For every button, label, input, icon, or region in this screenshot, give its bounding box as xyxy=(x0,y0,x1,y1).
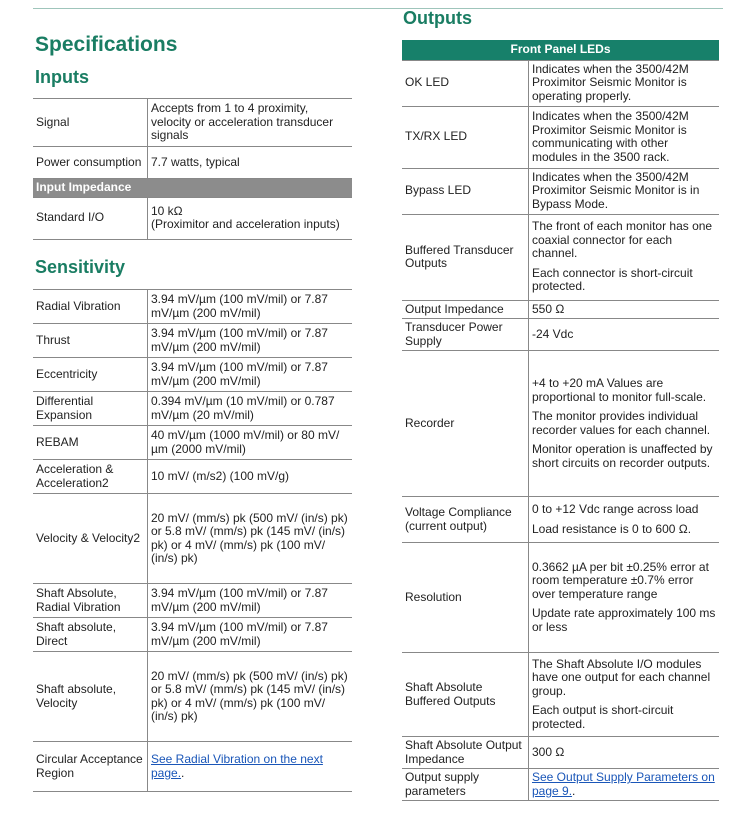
row-label: Circular Acceptance Region xyxy=(33,742,148,792)
value-paragraph: Each output is short-circuit protected. xyxy=(532,703,674,731)
row-label: Standard I/O xyxy=(33,197,148,239)
band-label: Input Impedance xyxy=(33,179,352,198)
value-paragraph: -24 Vdc xyxy=(532,326,574,341)
row-value xyxy=(529,60,720,106)
value-paragraph: The front of each monitor has one coaxial connector for each channel. xyxy=(532,219,713,261)
row-value xyxy=(529,351,720,497)
value-line: (Proximitor and acceleration inputs) xyxy=(151,217,340,231)
radial-vibration-link[interactable]: See Radial Vibration on the next page. xyxy=(151,752,323,780)
table-row xyxy=(402,319,719,351)
table-row xyxy=(33,358,352,392)
row-label: Power consumption xyxy=(33,147,148,179)
value-paragraph: 300 Ω xyxy=(532,744,565,759)
row-label: Output Impedance xyxy=(402,300,529,319)
row-label: Eccentricity xyxy=(33,358,148,392)
row-value: 3.94 mV/µm (100 mV/mil) or 7.87 mV/µm (200 mV/mil) xyxy=(148,618,353,652)
table-row xyxy=(402,769,719,801)
link-tail: . xyxy=(181,765,185,780)
value-paragraph: Indicates when the 3500/42M Proximitor Seismic Monitor is in Bypass Mode. xyxy=(532,169,700,211)
top-divider xyxy=(33,8,723,9)
row-value xyxy=(529,737,720,769)
table-row xyxy=(402,497,719,543)
row-label: Voltage Compliance (current output) xyxy=(402,497,529,543)
value-paragraph: +4 to +20 mA Values are proportional to monitor full-scale. xyxy=(532,376,707,404)
value-paragraph: Indicates when the 3500/42M Proximitor Seismic Monitor is communicating with other modules in the 3500 rack. xyxy=(532,109,689,164)
row-value xyxy=(529,543,720,653)
value-paragraph: 0.3662 µA per bit ±0.25% error at room temperature ±0.7% error over temperature range xyxy=(532,559,709,601)
input-impedance-band xyxy=(33,179,352,198)
row-label: Output supply parameters xyxy=(402,769,529,801)
front-panel-leds-band xyxy=(402,40,719,60)
row-value xyxy=(148,197,353,239)
value-paragraph: Update rate approximately 100 ms or less xyxy=(532,606,716,634)
row-value: 0.394 mV/µm (10 mV/mil) or 0.787 mV/µm (20 mV/mil) xyxy=(148,392,353,426)
row-label: TX/RX LED xyxy=(402,106,529,168)
sensitivity-heading: Sensitivity xyxy=(35,257,126,277)
table-row xyxy=(402,214,719,300)
row-label: Shaft Absolute, Radial Vibration xyxy=(33,584,148,618)
row-label: Signal xyxy=(33,99,148,147)
row-value: Accepts from 1 to 4 proximity, velocity or acceleration transducer signals xyxy=(148,99,353,147)
row-label: Radial Vibration xyxy=(33,290,148,324)
row-label: Shaft Absolute Buffered Outputs xyxy=(402,653,529,737)
row-value xyxy=(529,497,720,543)
value-paragraph: Each connector is short-circuit protected. xyxy=(532,265,693,294)
row-label: Shaft Absolute Output Impedance xyxy=(402,737,529,769)
inputs-heading: Inputs xyxy=(35,67,89,87)
table-row xyxy=(33,460,352,494)
row-label: OK LED xyxy=(402,60,529,106)
inputs-table xyxy=(33,98,352,240)
table-row xyxy=(33,618,352,652)
value-paragraph: The monitor provides individual recorder values for each channel. xyxy=(532,409,711,437)
table-row xyxy=(33,99,352,147)
row-label: Shaft absolute, Velocity xyxy=(33,652,148,742)
row-label: Velocity & Velocity2 xyxy=(33,494,148,584)
row-value xyxy=(529,168,720,214)
value-paragraph: The Shaft Absolute I/O modules have one output for each channel group. xyxy=(532,656,711,698)
table-row xyxy=(33,652,352,742)
table-row xyxy=(402,106,719,168)
table-row xyxy=(402,737,719,769)
table-row xyxy=(33,147,352,179)
row-value xyxy=(529,653,720,737)
value-line: 10 kΩ xyxy=(151,203,183,218)
table-row xyxy=(33,392,352,426)
table-row xyxy=(33,324,352,358)
row-value xyxy=(148,742,353,792)
band-label: Front Panel LEDs xyxy=(402,40,719,60)
row-value: 40 mV/µm (1000 mV/mil) or 80 mV/µm (2000 mV/mil) xyxy=(148,426,353,460)
table-row xyxy=(402,543,719,653)
row-label: Acceleration & Acceleration2 xyxy=(33,460,148,494)
table-row xyxy=(402,60,719,106)
value-paragraph: 550 Ω xyxy=(532,301,565,316)
row-value: 20 mV/ (mm/s) pk (500 mV/ (in/s) pk) or 5.8 mV/ (mm/s) pk (145 mV/ (in/s) pk) or 4 mV/ (mm/s) pk (100 mV/ (in/s) pk) xyxy=(148,494,353,584)
link-tail: . xyxy=(572,783,576,798)
row-label: Thrust xyxy=(33,324,148,358)
row-label: Shaft absolute, Direct xyxy=(33,618,148,652)
row-value xyxy=(529,300,720,319)
row-label: Buffered Transducer Outputs xyxy=(402,214,529,300)
row-value: 3.94 mV/µm (100 mV/mil) or 7.87 mV/µm (200 mV/mil) xyxy=(148,290,353,324)
row-label: Resolution xyxy=(402,543,529,653)
row-label: Differential Expansion xyxy=(33,392,148,426)
row-value: 3.94 mV/µm (100 mV/mil) or 7.87 mV/µm (200 mV/mil) xyxy=(148,324,353,358)
table-row xyxy=(33,742,352,792)
row-value: 10 mV/ (m/s2) (100 mV/g) xyxy=(148,460,353,494)
row-value xyxy=(529,319,720,351)
row-label: Recorder xyxy=(402,351,529,497)
row-value xyxy=(529,214,720,300)
value-paragraph: Indicates when the 3500/42M Proximitor Seismic Monitor is operating properly. xyxy=(532,61,689,103)
row-label: Bypass LED xyxy=(402,168,529,214)
row-value xyxy=(529,769,720,801)
table-row xyxy=(33,494,352,584)
row-value: 20 mV/ (mm/s) pk (500 mV/ (in/s) pk) or 5.8 mV/ (mm/s) pk (145 mV/ (in/s) pk) or 4 mV/ (mm/s) pk (100 mV/ (in/s) pk) xyxy=(148,652,353,742)
table-row xyxy=(402,300,719,319)
table-row xyxy=(402,168,719,214)
table-row xyxy=(402,351,719,497)
outputs-heading: Outputs xyxy=(403,8,472,28)
outputs-table xyxy=(402,40,719,801)
value-paragraph: 0 to +12 Vdc range across load xyxy=(532,502,699,516)
table-row xyxy=(33,584,352,618)
row-label: REBAM xyxy=(33,426,148,460)
row-value: 7.7 watts, typical xyxy=(148,147,353,179)
output-supply-link[interactable]: See Output Supply Parameters on page 9. xyxy=(532,770,715,798)
table-row xyxy=(402,653,719,737)
table-row xyxy=(33,290,352,324)
value-paragraph: Load resistance is 0 to 600 Ω. xyxy=(532,521,692,536)
sensitivity-table xyxy=(33,289,352,792)
value-paragraph: Monitor operation is unaffected by short circuits on recorder outputs. xyxy=(532,442,713,470)
row-value xyxy=(529,106,720,168)
row-value: 3.94 mV/µm (100 mV/mil) or 7.87 mV/µm (200 mV/mil) xyxy=(148,584,353,618)
table-row xyxy=(33,426,352,460)
row-label: Transducer Power Supply xyxy=(402,319,529,351)
row-value: 3.94 mV/µm (100 mV/mil) or 7.87 mV/µm (200 mV/mil) xyxy=(148,358,353,392)
table-row xyxy=(33,197,352,239)
page-title: Specifications xyxy=(35,33,178,56)
